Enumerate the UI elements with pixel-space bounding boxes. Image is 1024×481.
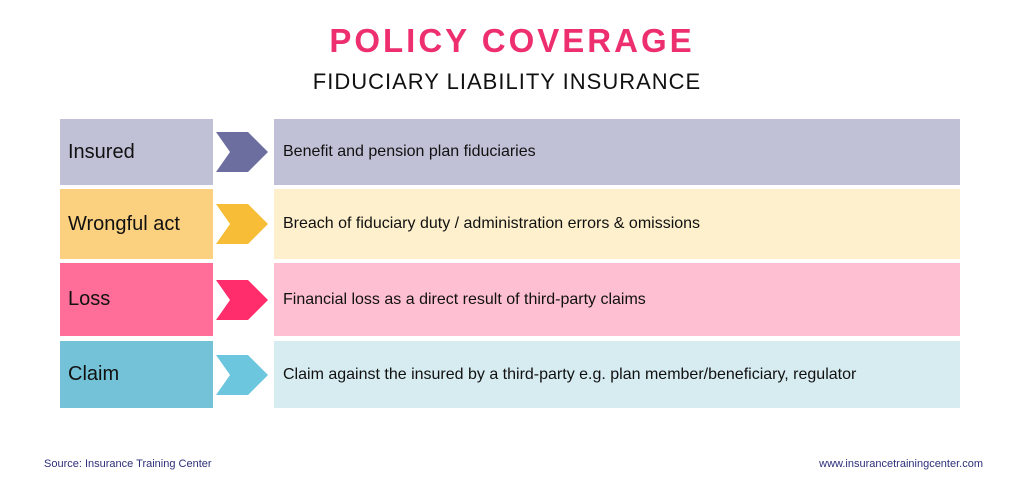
row-label: Loss: [60, 263, 213, 336]
row-label: Claim: [60, 341, 213, 408]
chevron-right-icon: [216, 132, 268, 172]
coverage-row-loss: [60, 263, 960, 336]
row-description: Benefit and pension plan fiduciaries: [274, 119, 960, 185]
coverage-row-insured: [60, 119, 960, 185]
chevron-right-icon: [216, 280, 268, 320]
source-note: Source: Insurance Training Center: [44, 458, 212, 470]
coverage-row-wrongful-act: [60, 189, 960, 259]
row-description: Breach of fiduciary duty / administration errors & omissions: [274, 189, 960, 259]
page-subtitle: FIDUCIARY LIABILITY INSURANCE: [312, 69, 702, 94]
website-link[interactable]: www.insurancetrainingcenter.com: [819, 458, 983, 470]
row-label: Insured: [60, 119, 213, 185]
row-description: Financial loss as a direct result of third-party claims: [274, 263, 960, 336]
row-description: Claim against the insured by a third-party e.g. plan member/beneficiary, regulator: [274, 341, 960, 408]
coverage-row-claim: [60, 341, 960, 408]
row-label: Wrongful act: [60, 189, 213, 259]
chevron-right-icon: [216, 355, 268, 395]
page-title: POLICY COVERAGE: [329, 22, 695, 59]
chevron-right-icon: [216, 204, 268, 244]
